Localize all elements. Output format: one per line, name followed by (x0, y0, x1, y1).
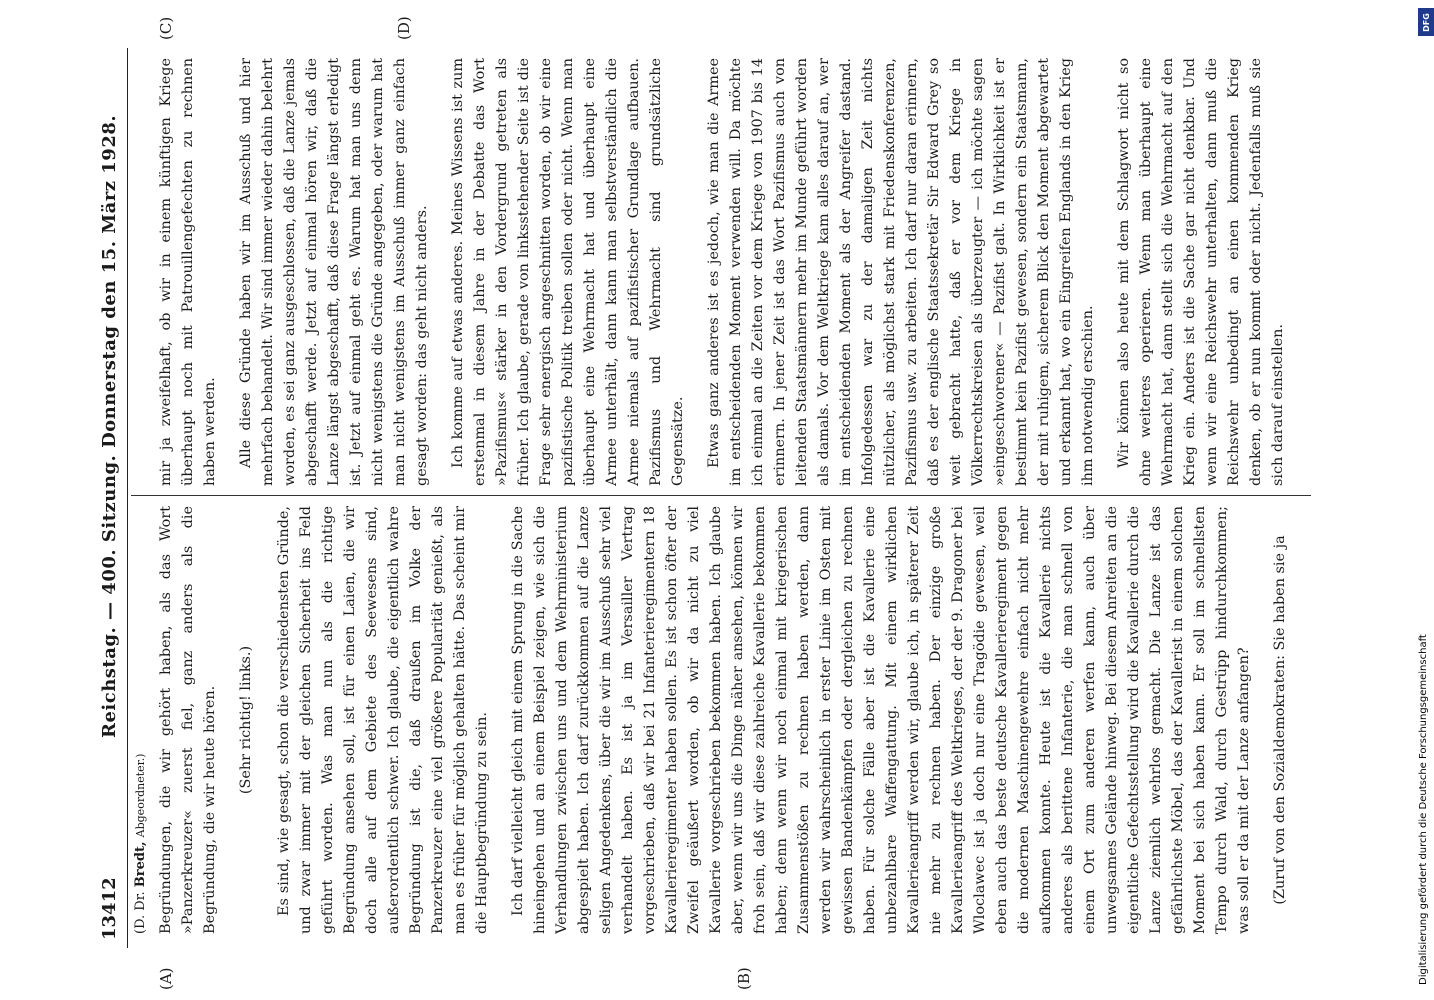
speaker-line (133, 754, 148, 934)
margin-marker-d: (D) (395, 16, 413, 40)
speaker-name: Bredt, (133, 841, 148, 888)
digitization-credit: Digitalisierung gefördert durch die Deutsche Forschungsgemeinschaft (1418, 634, 1429, 985)
page-title: Reichstag. — 400. Sitzung. Donnerstag den 15. März 1928. (99, 114, 120, 738)
document-page (95, 16, 1325, 990)
speaker-prefix: (D. Dr. (133, 891, 148, 934)
header-rule (127, 48, 128, 948)
dfg-logo: DFG (1418, 8, 1434, 36)
page-number: 13412 (99, 877, 120, 940)
interjection: (Zuruf von den Sozialdemokraten: Sie haben sie ja (1272, 535, 1288, 905)
paragraph: Wir können also heute mit dem Schlagwort nicht so ohne weiteres operieren. Wenn man überhaupt eine Wehrmacht hat, dann stellt sich die Wehrmacht auf den Krieg ein. Anders ist die Sache gar nicht denkbar. Und wenn wir eine Reichswehr unterhalten, dann muß die Reichswehr unbedingt an einen kommenden Krieg denken, ob er nun kommt oder nicht. Jedenfalls muß sie sich darauf einstellen. (1116, 58, 1286, 486)
interjection: (Sehr richtig! links.) (238, 645, 254, 795)
margin-marker-b: (B) (735, 967, 753, 990)
page-header (95, 48, 125, 948)
paragraph: Ich komme auf etwas anderes. Meines Wissens ist zum erstenmal in diesem Jahre in der Debatte das Wort »Pazifismus« stärker in den Vordergrund getreten als früher. Ich glaube, gerade von linksstehender Seite ist die Frage sehr energisch angeschnitten worden, ob wir eine pazifistische Politik treiben sollen oder nicht. Wenn man überhaupt eine Wehrmacht hat und überhaupt eine Armee unterhält, dann kann man selbstverständlich die Armee niemals auf pazifistischer Grundlage aufbauen. Pazifismus und Wehrmacht sind grundsätzliche Gegensätze. (450, 58, 686, 486)
column-divider (131, 495, 1311, 496)
paragraph: Es sind, wie gesagt, schon die verschiedensten Gründe, und zwar immer mit der gleichen Sicherheit ins Feld geführt worden. Was man nun als die richtige Begründung ansehen soll, ist für einen Laien, die wir doch alle auf dem Gebiete des Seewesens sind, außerordentlich schwer. Ich glaube, die eigentlich wahre Begründung ist die, daß draußen im Volke der Panzerkreuzer eine viel größere Popularität genießt, als man es früher für möglich gehalten hätte. Das scheint mir die Hauptbegründung zu sein. (276, 506, 490, 934)
paragraph: Ich darf vielleicht gleich mit einem Sprung in die Sache hineingehen und an einem Beispiel zeigen, wie sich die Verhandlungen zwischen uns und dem Wehrministerium abgespielt haben. Ich darf zurückkommen auf die Lanze seligen Angedenkens, über die wir im Ausschuß sehr viel verhandelt haben. Es ist ja im Versailler Vertrag vorgeschrieben, daß wir bei 21 Infanterieregimentern 18 Kavallerieregimenter haben sollen. Es ist schon öfter der Zweifel geäußert worden, ob wir da nicht zu viel Kavallerie vorgeschrieben bekommen haben. Ich glaube aber, wenn wir uns die Dinge näher ansehen, können wir froh sein, daß wir diese zahlreiche Kavallerie bekommen haben; denn wenn wir noch einmal mit kriegerischen Zusammenstößen zu rechnen haben werden, dann werden wir wahrscheinlich in erster Linie im Osten mit gewissen Bandenkämpfen oder dergleichen zu rechnen haben. Für solche Fälle aber ist die Kavallerie eine unbezahlbare Waffengattung. Mit einem wirklichen Kavallerieangriff werden wir, glaube ich, in späterer Zeit nie mehr zu rechnen haben. Der einzige große Kavallerieangriff des Weltkrieges, der der 9. Dragoner bei Wloclawec ist ja doch nur eine Tragödie gewesen, weil eben auch das beste deutsche Kavallerieregiment gegen die modernen Maschinengewehre einfach nicht mehr aufkommen konnte. Heute ist die Kavallerie nichts anderes als berittene Infanterie, die man schnell von einem Ort zum anderen werfen kann, auch über unwegsames Gelände hinweg. Bei diesem Anreiten an die eigentliche Gefechtsstellung wird die Kavallerie durch die Lanze ziemlich wehrlos gemacht. Die Lanze ist das gefährlichste Möbel, das der Kavallerist in einem solchen Moment bei sich haben kann. Er soll im schnellsten Tempo durch Wald, durch Gestrüpp hindurchkommen; was soll er da mit der Lanze anfangen? (510, 506, 1252, 934)
margin-marker-c: (C) (157, 16, 175, 40)
paragraph: Begründungen, die wir gehört haben, als das Wort »Panzerkreuzer« zuerst fiel, ganz anders als die Begründung, die wir heute hören. (158, 506, 218, 934)
margin-marker-a: (A) (157, 967, 175, 990)
paragraph: mir ja zweifelhaft, ob wir in einem künftigen Kriege überhaupt noch mit Patrouillengefechten zu rechnen haben werden. (158, 58, 218, 486)
speaker-role: Abgeordneter.) (134, 753, 147, 838)
left-column (155, 506, 1295, 934)
paragraph: Alle diese Gründe haben wir im Ausschuß und hier mehrfach behandelt. Wir sind immer wieder dahin belehrt worden, es sei ganz ausgeschlossen, daß die Lanze jemals abgeschafft werde. Jetzt auf einmal hören wir, daß die Lanze längst abgeschafft, daß diese Frage längst erledigt ist. Jetzt auf einmal geht es. Warum hat man uns denn nicht wenigstens die Gründe angegeben, oder warum hat man nicht wenigstens im Ausschuß immer ganz einfach gesagt worden: das geht nicht anders. (238, 58, 430, 486)
paragraph: Etwas ganz anderes ist es jedoch, wie man die Armee im entscheidenden Moment verwenden will. Da möchte ich einmal an die Zeiten vor dem Kriege von 1907 bis 14 erinnern. In jener Zeit ist das Wort Pazifismus auch von leitenden Staatsmännern mehr im Munde geführt worden als damals. Vor dem Weltkriege kam alles darauf an, wer im entscheidenden Moment als der Angreifer dastand. Infolgedessen war zu der damaligen Zeit nichts nützlicher, als möglichst stark mit Friedenskonferenzen, Pazifismus usw. zu arbeiten. Ich darf nur daran erinnern, daß es der englische Staatssekretär Sir Edward Grey so weit gebracht hatte, daß er vor dem Kriege in Völkerrechtskreisen als überzeugter — ich möchte sagen »eingeschworener« — Pazifist galt. In Wirklichkeit ist er bestimmt kein Pazifist gewesen, sondern ein Staatsmann, der mit ruhigem, sicherem Blick den Moment abgewartet und erkannt hat, wo ein Eingreifen Englands in den Krieg ihm notwendig erschien. (706, 58, 1096, 486)
right-column (155, 58, 1295, 486)
